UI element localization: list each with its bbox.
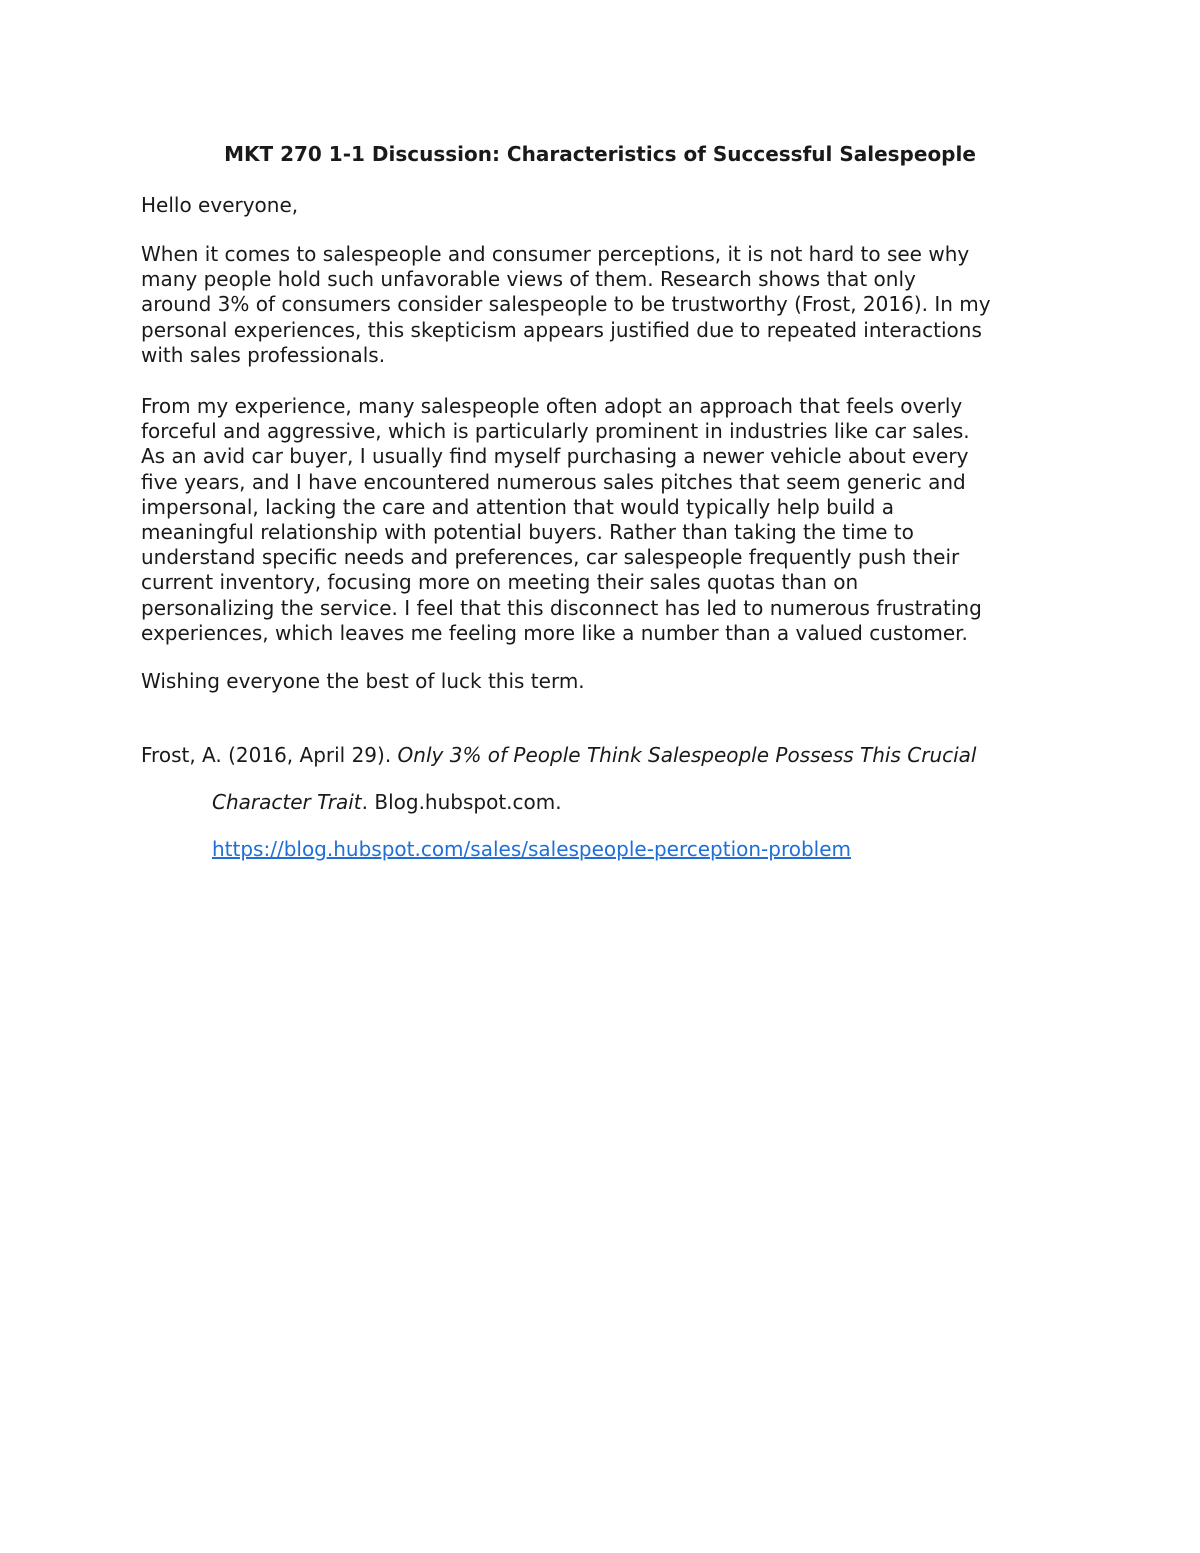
paragraph-line: As an avid car buyer, I usually find myself purchasing a newer vehicle about every — [141, 444, 969, 469]
paragraph-line: From my experience, many salespeople often adopt an approach that feels overly — [141, 394, 963, 418]
paragraph-line: When it comes to salespeople and consumer perceptions, it is not hard to see why — [141, 242, 970, 266]
reference-line-2 — [141, 788, 1071, 835]
paragraph-line: forceful and aggressive, which is particularly prominent in industries like car sales. — [141, 419, 970, 444]
paragraph-line: around 3% of consumers consider salespeople to be trustworthy (Frost, 2016). In my — [141, 292, 991, 317]
paragraph-line: impersonal, lacking the care and attention that would typically help build a — [141, 494, 894, 519]
paragraph-line: with sales professionals. — [141, 342, 386, 367]
paragraph-line: many people hold such unfavorable views of them. Research shows that only — [141, 267, 916, 292]
paragraph-line: meaningful relationship with potential buyers. Rather than taking the time to — [141, 520, 914, 545]
paragraph-line: five years, and I have encountered numerous sales pitches that seem generic and — [141, 469, 966, 494]
paragraph-2 — [141, 394, 1071, 646]
reference-title-continued: Character Trait — [212, 790, 362, 814]
paragraph-1 — [141, 242, 1071, 368]
reference-line-1 — [141, 741, 1071, 788]
paragraph-line: personalizing the service. I feel that this disconnect has led to numerous frustrating — [141, 595, 982, 620]
paragraph-line: current inventory, focusing more on meeting their sales quotas than on — [141, 570, 859, 595]
paragraph-line: personal experiences, this skepticism appears justified due to repeated interactions — [141, 317, 982, 342]
paragraph-line: experiences, which leaves me feeling more like a number than a valued customer. — [141, 620, 968, 645]
reference-title: Only 3% of People Think Salespeople Possess This Crucial — [397, 743, 977, 767]
closing-line: Wishing everyone the best of luck this term. — [141, 669, 585, 693]
reference-url-link[interactable]: https://blog.hubspot.com/sales/salespeople-perception-problem — [212, 837, 852, 861]
reference-source: . Blog.hubspot.com. — [361, 790, 562, 814]
paragraph-line: understand specific needs and preferences, car salespeople frequently push their — [141, 545, 960, 570]
reference-line-3 — [141, 835, 1071, 882]
reference-entry — [141, 741, 1071, 882]
reference-author-date: Frost, A. (2016, April 29). — [141, 743, 398, 767]
document-title: MKT 270 1-1 Discussion: Characteristics of Successful Salespeople — [224, 142, 976, 166]
greeting-line: Hello everyone, — [141, 193, 299, 217]
